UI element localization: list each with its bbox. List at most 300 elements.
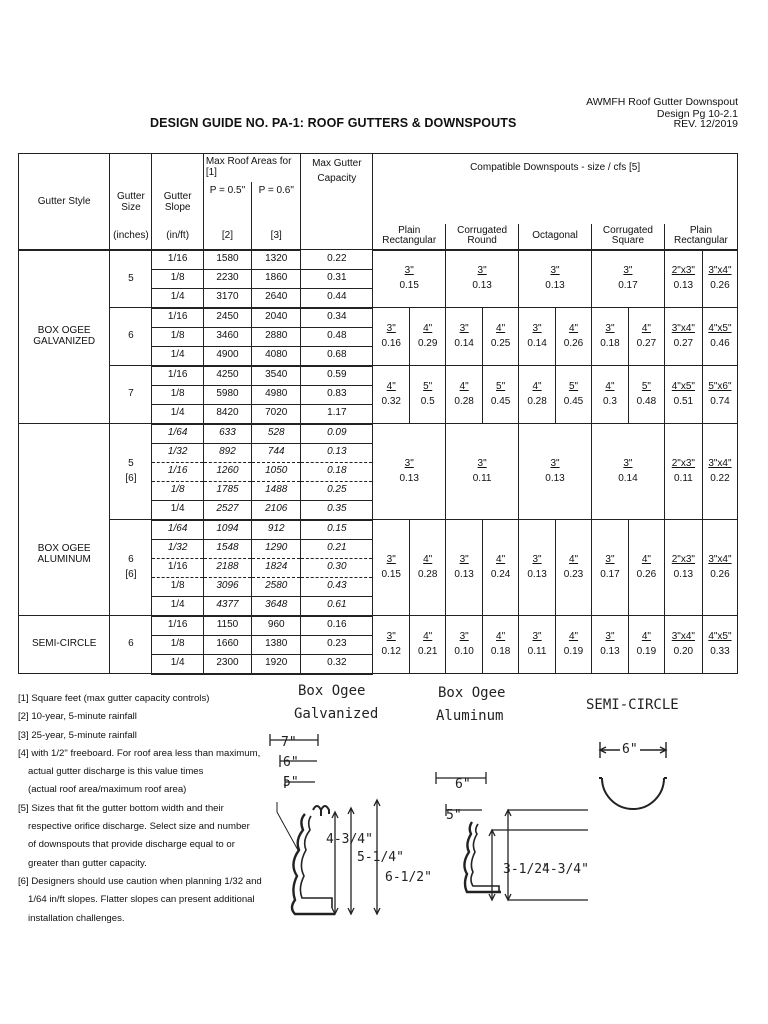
slope-cell: 1/4 [152, 346, 203, 366]
downspout-size: 3" [623, 265, 633, 277]
downspout-cell [664, 424, 702, 520]
footnote: of downspouts that provide discharge equal to or [28, 839, 235, 851]
downspout-size: 3"x4" [708, 554, 732, 565]
slope-cell: 1/32 [152, 539, 203, 558]
slope-cell: 1/8 [152, 269, 203, 288]
p05-cell: 3170 [203, 288, 251, 308]
galvanized-dim-5: 5" [283, 775, 299, 790]
galvanized-figure-title-2: Galvanized [294, 706, 379, 722]
header-max-gutter-capacity-label: Max Gutter Capacity [312, 158, 362, 184]
gutter-size [110, 520, 152, 616]
p06-cell: 4980 [252, 385, 301, 404]
downspout-size: 4"x5" [708, 631, 732, 642]
capacity-cell: 0.09 [301, 424, 373, 444]
downspout-size: 5" [496, 381, 506, 392]
downspout-cfs: 0.14 [527, 337, 547, 349]
aluminum-dim-6: 6" [455, 777, 471, 792]
aluminum-gutter-profile [428, 770, 598, 910]
header-max-gutter-capacity [301, 154, 373, 250]
gutter-size: 7 [110, 366, 152, 424]
downspout-cell [373, 520, 410, 616]
capacity-cell: 0.43 [301, 577, 373, 596]
capacity-cell: 0.32 [301, 654, 373, 674]
downspout-cell [556, 308, 592, 366]
downspout-cell [591, 424, 664, 520]
downspout-size: 4" [423, 554, 433, 565]
downspout-cfs: 0.51 [673, 395, 694, 407]
downspout-cell [410, 366, 446, 424]
downspout-cfs: 0.13 [472, 279, 492, 291]
capacity-cell: 0.61 [301, 596, 373, 616]
slope-cell: 1/16 [152, 250, 203, 270]
downspout-cfs: 0.14 [618, 472, 638, 484]
p06-cell: 3540 [252, 366, 301, 386]
header-corrugated-square: Corrugated Square [591, 224, 664, 250]
p05-cell: 4250 [203, 366, 251, 386]
downspout-cfs: 0.20 [673, 645, 694, 657]
galvanized-dim-6: 6" [283, 755, 299, 770]
downspout-size: 3" [605, 631, 615, 642]
footnote: [4] with 1/2" freeboard. For roof area less than maximum, [18, 747, 261, 759]
downspout-cell [519, 520, 556, 616]
gutter-size-value: 6 [128, 554, 134, 565]
downspout-cell [591, 366, 628, 424]
slope-cell: 1/4 [152, 654, 203, 674]
downspout-cell [702, 424, 737, 520]
downspout-cell [519, 424, 592, 520]
downspout-cfs: 0.11 [527, 645, 547, 657]
downspout-cfs: 0.16 [381, 337, 401, 349]
aluminum-figure-title-2: Aluminum [436, 708, 504, 724]
downspout-cfs: 0.19 [636, 645, 657, 657]
downspout-size: 3" [532, 554, 542, 565]
downspout-size: 5" [423, 381, 433, 392]
p06-cell: 744 [252, 443, 301, 462]
downspout-size: 4" [496, 554, 506, 565]
p06-cell: 1860 [252, 269, 301, 288]
slope-cell: 1/64 [152, 520, 203, 540]
downspout-cell [702, 308, 737, 366]
galvanized-dim-7: 7" [281, 735, 297, 750]
p06-cell: 528 [252, 424, 301, 444]
downspout-cell [556, 616, 592, 674]
p05-cell: 2230 [203, 269, 251, 288]
downspout-cfs: 0.13 [527, 568, 547, 580]
capacity-cell: 0.25 [301, 481, 373, 500]
galvanized-gutter-profile [255, 728, 425, 918]
document-reference: AWMFH Roof Gutter Downspout Design Pg 10-2.1 [586, 96, 738, 120]
galvanized-dim-h3: 6-1/2" [385, 870, 432, 885]
slope-cell: 1/16 [152, 308, 203, 328]
downspout-cell [664, 366, 702, 424]
p05-cell: 2300 [203, 654, 251, 674]
gutter-size: 5 [110, 250, 152, 308]
p06-cell: 960 [252, 616, 301, 636]
downspout-cfs: 0.17 [618, 279, 638, 291]
header-gutter-size: Gutter Size [110, 182, 152, 224]
footnote: installation challenges. [28, 912, 125, 924]
downspout-size: 3" [386, 554, 396, 565]
p05-cell: 4377 [203, 596, 251, 616]
downspout-cfs: 0.13 [600, 645, 620, 657]
downspout-size: 4"x5" [708, 323, 732, 334]
header-gutter-style-top [19, 154, 110, 182]
downspout-size: 3" [404, 265, 414, 277]
galvanized-dim-h2: 5-1/4" [357, 850, 404, 865]
downspout-size: 5" [641, 381, 651, 392]
p05-cell: 1260 [203, 462, 251, 481]
downspout-size: 3" [386, 631, 396, 642]
downspout-cell [446, 520, 483, 616]
table-row [19, 520, 738, 540]
downspout-size: 4" [532, 381, 542, 392]
downspout-cfs: 0.14 [454, 337, 474, 349]
downspout-cfs: 0.18 [490, 645, 511, 657]
downspout-cfs: 0.13 [673, 279, 694, 291]
table-row [19, 424, 738, 444]
downspout-cfs: 0.26 [710, 568, 730, 580]
footnote: [3] 25-year, 5-minute rainfall [18, 729, 137, 741]
downspout-cfs: 0.25 [490, 337, 511, 349]
downspout-size: 3" [386, 323, 396, 334]
capacity-cell: 0.34 [301, 308, 373, 328]
slope-cell: 1/16 [152, 558, 203, 577]
downspout-cell [591, 250, 664, 308]
downspout-cfs: 0.48 [636, 395, 657, 407]
downspout-cfs: 0.13 [454, 568, 474, 580]
aluminum-dim-h1: 3-1/2" [503, 862, 550, 877]
header-gutter-slope-top [152, 154, 203, 182]
style-galvanized: BOX OGEE GALVANIZED [19, 250, 110, 424]
p06-cell: 912 [252, 520, 301, 540]
header-plain-rectangular: Plain Rectangular [373, 224, 446, 250]
header-p06-note: [3] [252, 224, 301, 250]
downspout-cfs: 0.13 [545, 279, 565, 291]
downspout-cfs: 0.13 [545, 472, 565, 484]
downspout-size: 4" [641, 554, 651, 565]
downspout-cfs: 0.33 [710, 645, 730, 657]
p05-cell: 633 [203, 424, 251, 444]
downspout-cfs: 0.11 [674, 472, 693, 484]
table-row [19, 250, 738, 270]
p05-cell: 2527 [203, 500, 251, 520]
p05-cell: 1150 [203, 616, 251, 636]
gutter-size-note: [6] [125, 568, 137, 580]
slope-cell: 1/16 [152, 366, 203, 386]
downspout-cell [446, 616, 483, 674]
slope-cell: 1/4 [152, 596, 203, 616]
capacity-cell: 0.48 [301, 327, 373, 346]
table-row [19, 308, 738, 328]
downspout-cell [628, 366, 664, 424]
downspout-cell [702, 520, 737, 616]
downspout-cfs: 0.10 [454, 645, 474, 657]
gutter-size-note: [6] [125, 472, 137, 484]
downspout-cfs: 0.27 [673, 337, 694, 349]
table-row [19, 366, 738, 386]
downspout-cfs: 0.13 [673, 568, 694, 580]
downspout-cfs: 0.11 [472, 472, 492, 484]
downspout-cell [446, 424, 519, 520]
downspout-size: 4" [568, 554, 579, 565]
downspout-cell [664, 616, 702, 674]
p06-cell: 2640 [252, 288, 301, 308]
downspout-size: 3" [477, 458, 487, 469]
downspout-cfs: 0.15 [399, 279, 419, 291]
downspout-cfs: 0.28 [417, 568, 438, 580]
downspout-size: 3"x4" [671, 323, 695, 334]
downspout-cell [664, 520, 702, 616]
downspout-size: 3" [605, 554, 615, 565]
header-max-roof-areas: Max Roof Areas for [1] [203, 154, 301, 182]
downspout-cfs: 0.15 [381, 568, 401, 580]
downspout-size: 4" [568, 631, 579, 642]
downspout-size: 3" [459, 323, 469, 334]
header-p05: P = 0.5" [203, 182, 251, 224]
gutter-size [110, 424, 152, 520]
capacity-cell: 0.35 [301, 500, 373, 520]
downspout-size: 4" [423, 631, 433, 642]
downspout-size: 4"x5" [671, 381, 695, 392]
downspout-size: 4" [496, 631, 506, 642]
footnote: respective orifice discharge. Select size and number [28, 821, 250, 833]
downspout-cell [664, 250, 702, 308]
downspout-cell [410, 616, 446, 674]
style-aluminum [19, 424, 110, 616]
gutter-size-value: 5 [128, 458, 134, 469]
downspout-size: 3" [623, 458, 633, 469]
downspout-cfs: 0.13 [399, 472, 419, 484]
downspout-cell [410, 308, 446, 366]
downspout-cell [373, 366, 410, 424]
slope-cell: 1/8 [152, 385, 203, 404]
downspout-cell [664, 308, 702, 366]
gutter-design-table [18, 153, 738, 675]
capacity-cell: 0.22 [301, 250, 373, 270]
downspout-cell [446, 250, 519, 308]
downspout-cfs: 0.3 [603, 395, 617, 407]
downspout-cell [373, 616, 410, 674]
downspout-cfs: 0.74 [710, 395, 730, 407]
footnote: actual gutter discharge is this value times [28, 766, 204, 778]
downspout-cfs: 0.22 [710, 472, 730, 484]
footnotes [18, 690, 262, 928]
footnote: [6] Designers should use caution when planning 1/32 and [18, 875, 262, 887]
downspout-cell [591, 520, 628, 616]
downspout-cfs: 0.27 [636, 337, 657, 349]
header-gutter-slope-unit: (in/ft) [152, 224, 203, 250]
downspout-size: 2"x3" [671, 458, 695, 469]
downspout-size: 3" [459, 554, 469, 565]
p05-cell: 1785 [203, 481, 251, 500]
footnote: [2] 10-year, 5-minute rainfall [18, 711, 137, 723]
p06-cell: 1824 [252, 558, 301, 577]
p06-cell: 2580 [252, 577, 301, 596]
downspout-size: 2"x3" [671, 265, 695, 277]
header-gutter-slope: Gutter Slope [152, 182, 203, 224]
downspout-size: 3" [459, 631, 469, 642]
capacity-cell: 0.83 [301, 385, 373, 404]
downspout-cell [519, 616, 556, 674]
footnote: 1/64 in/ft slopes. Flatter slopes can present additional [28, 894, 255, 906]
slope-cell: 1/16 [152, 462, 203, 481]
capacity-cell: 0.15 [301, 520, 373, 540]
downspout-cfs: 0.29 [417, 337, 438, 349]
header-gutter-size-top [110, 154, 152, 182]
capacity-cell: 0.13 [301, 443, 373, 462]
downspout-size: 3" [550, 458, 560, 469]
downspout-size: 4" [423, 323, 433, 334]
header-compatible-downspouts: Compatible Downspouts - size / cfs [5] [373, 154, 738, 182]
downspout-size: 3" [550, 265, 560, 277]
downspout-cfs: 0.21 [417, 645, 438, 657]
slope-cell: 1/4 [152, 404, 203, 424]
downspout-size: 3" [532, 323, 542, 334]
downspout-cfs: 0.12 [381, 645, 401, 657]
downspout-cell [483, 520, 519, 616]
downspout-cfs: 0.45 [563, 395, 584, 407]
downspout-size: 4" [605, 381, 615, 392]
header-plain-rectangular-2: Plain Rectangular [664, 224, 737, 250]
header-gutter-style: Gutter Style [19, 182, 110, 224]
capacity-cell: 0.59 [301, 366, 373, 386]
downspout-size: 3" [477, 265, 487, 277]
p06-cell: 2040 [252, 308, 301, 328]
downspout-cell [410, 520, 446, 616]
p06-cell: 7020 [252, 404, 301, 424]
capacity-cell: 0.44 [301, 288, 373, 308]
capacity-cell: 0.68 [301, 346, 373, 366]
galvanized-dim-h1: 4-3/4" [326, 832, 373, 847]
p06-cell: 1920 [252, 654, 301, 674]
downspout-size: 5"x6" [708, 381, 732, 392]
capacity-cell: 1.17 [301, 404, 373, 424]
header-p05-note: [2] [203, 224, 251, 250]
capacity-cell: 0.18 [301, 462, 373, 481]
downspout-cfs: 0.32 [381, 395, 401, 407]
header-gutter-size-unit: (inches) [110, 224, 152, 250]
style-semicircle: SEMI-CIRCLE [19, 616, 110, 674]
downspout-size: 3"x4" [708, 265, 732, 277]
capacity-cell: 0.31 [301, 269, 373, 288]
aluminum-dim-5: 5" [446, 808, 462, 823]
downspout-size: 4" [386, 381, 396, 392]
downspout-cell [702, 366, 737, 424]
p05-cell: 3096 [203, 577, 251, 596]
p06-cell: 1488 [252, 481, 301, 500]
aluminum-figure-title-1: Box Ogee [438, 685, 506, 701]
slope-cell: 1/4 [152, 288, 203, 308]
header-corrugated-round: Corrugated Round [446, 224, 519, 250]
p05-cell: 2188 [203, 558, 251, 577]
downspout-cell [373, 424, 446, 520]
footnote: [5] Sizes that fit the gutter bottom width and their [18, 802, 224, 814]
galvanized-figure-title-1: Box Ogee [298, 683, 366, 699]
downspout-size: 2"x3" [671, 554, 695, 565]
header-octagonal: Octagonal [519, 224, 592, 250]
capacity-cell: 0.23 [301, 635, 373, 654]
downspout-size: 4" [568, 323, 579, 334]
p06-cell: 1050 [252, 462, 301, 481]
downspout-cfs: 0.26 [710, 279, 730, 291]
p06-cell: 1320 [252, 250, 301, 270]
capacity-cell: 0.16 [301, 616, 373, 636]
downspout-cell [483, 616, 519, 674]
p06-cell: 2106 [252, 500, 301, 520]
header-p06: P = 0.6" [252, 182, 301, 224]
header-gutter-style-bottom [19, 224, 110, 250]
downspout-cell [591, 308, 628, 366]
p06-cell: 2880 [252, 327, 301, 346]
slope-cell: 1/4 [152, 500, 203, 520]
p06-cell: 3648 [252, 596, 301, 616]
downspout-cell [483, 366, 519, 424]
slope-cell: 1/64 [152, 424, 203, 444]
downspout-cfs: 0.28 [454, 395, 474, 407]
table-row [19, 616, 738, 636]
slope-cell: 1/8 [152, 635, 203, 654]
downspout-cfs: 0.26 [636, 568, 657, 580]
downspout-cell [702, 250, 737, 308]
downspout-cell [556, 366, 592, 424]
downspout-cell [702, 616, 737, 674]
downspout-cfs: 0.45 [490, 395, 511, 407]
semicircle-figure-title: SEMI-CIRCLE [586, 697, 679, 713]
revision-date: REV. 12/2019 [673, 118, 738, 130]
p05-cell: 1580 [203, 250, 251, 270]
downspout-cell [373, 308, 410, 366]
downspout-cell [519, 250, 592, 308]
p05-cell: 892 [203, 443, 251, 462]
header-downspout-gap [373, 182, 738, 224]
slope-cell: 1/8 [152, 327, 203, 346]
downspout-size: 4" [459, 381, 469, 392]
p05-cell: 8420 [203, 404, 251, 424]
downspout-size: 5" [568, 381, 579, 392]
slope-cell: 1/8 [152, 577, 203, 596]
downspout-cell [556, 520, 592, 616]
downspout-cell [628, 308, 664, 366]
aluminum-dim-h2: 4-3/4" [542, 862, 589, 877]
slope-cell: 1/32 [152, 443, 203, 462]
p05-cell: 4900 [203, 346, 251, 366]
downspout-size: 3"x4" [708, 458, 732, 469]
capacity-cell: 0.21 [301, 539, 373, 558]
gutter-size: 6 [110, 616, 152, 674]
downspout-cfs: 0.18 [600, 337, 620, 349]
p05-cell: 1094 [203, 520, 251, 540]
capacity-cell: 0.30 [301, 558, 373, 577]
downspout-cell [591, 616, 628, 674]
downspout-size: 3"x4" [671, 631, 695, 642]
p06-cell: 1290 [252, 539, 301, 558]
downspout-cfs: 0.24 [490, 568, 511, 580]
p05-cell: 5980 [203, 385, 251, 404]
p05-cell: 3460 [203, 327, 251, 346]
downspout-cell [628, 616, 664, 674]
downspout-size: 3" [605, 323, 615, 334]
downspout-cfs: 0.23 [563, 568, 584, 580]
downspout-cell [519, 366, 556, 424]
downspout-cell [483, 308, 519, 366]
downspout-cfs: 0.17 [600, 568, 620, 580]
slope-cell: 1/8 [152, 481, 203, 500]
downspout-cfs: 0.28 [527, 395, 547, 407]
downspout-size: 4" [641, 631, 651, 642]
downspout-cell [446, 366, 483, 424]
slope-cell: 1/16 [152, 616, 203, 636]
p05-cell: 1660 [203, 635, 251, 654]
